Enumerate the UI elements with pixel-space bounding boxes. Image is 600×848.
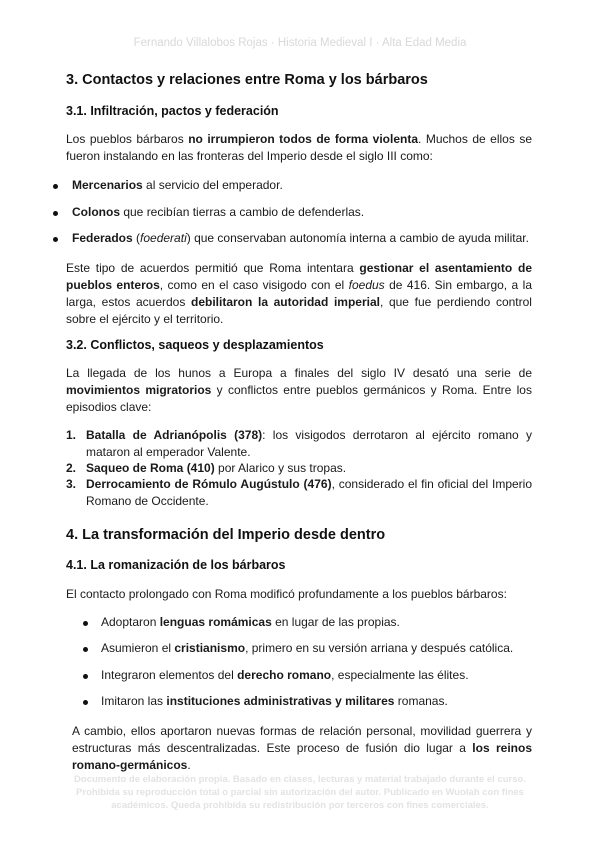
page-footer-watermark: Documento de elaboración propia. Basado en clases, lecturas y material trabajado durante el curso. Prohibida su reproducción total o parcial sin autorización del autor. Publicado en Wuolah con fines académicos. Queda prohibida su redistribución por terceros con fines comerciales.: [74, 774, 526, 811]
numbered-item: Saqueo de Roma (410) por Alarico y sus tropas.: [86, 461, 347, 475]
paragraph-4-1-closing: A cambio, ellos aportaron nuevas formas de relación personal, movilidad guerrera y estructuras más descentralizadas. Este proceso de fusión dio lugar a los reinos romano-germánicos.: [72, 724, 532, 772]
numbered-item: Derrocamiento de Rómulo Augústulo (476), considerado el fin oficial del Imperio Romano de Occidente.: [86, 477, 532, 508]
paragraph-3-2-intro: La llegada de los hunos a Europa a finales del siglo IV desató una serie de movimientos migratorios y conflictos entre pueblos germánicos y Roma. Entre los episodios clave:: [66, 366, 532, 414]
section-3-2-title: 3.2. Conflictos, saqueos y desplazamientos: [66, 338, 324, 352]
list-number: 1.: [66, 428, 77, 442]
section-3-1-title: 3.1. Infiltración, pactos y federación: [66, 104, 279, 118]
section-4-1-title: 4.1. La romanización de los bárbaros: [66, 558, 286, 572]
section-3-title: 3. Contactos y relaciones entre Roma y los bárbaros: [66, 72, 428, 88]
bullet-dot: [53, 211, 58, 216]
bullet-dot: [53, 184, 58, 189]
list-item: Colonos que recibían tierras a cambio de defenderlas.: [72, 205, 365, 219]
paragraph-3-1-acuerdos: Este tipo de acuerdos permitió que Roma intentara gestionar el asentamiento de pueblos enteros, como en el caso visigodo con el foedus de 416. Sin embargo, a la larga, estos acuerdos debilitaron la autoridad imperial, que fue perdiendo control sobre el ejército y el territorio.: [66, 261, 533, 326]
list-item: Mercenarios al servicio del emperador.: [72, 178, 283, 192]
list-number: 2.: [66, 461, 77, 475]
list-item: Federados (foederati) que conservaban autonomía interna a cambio de ayuda militar.: [72, 231, 529, 245]
page-header: Fernando Villalobos Rojas · Historia Medieval I · Alta Edad Media: [133, 37, 467, 49]
list-item: Adoptaron lenguas romámicas en lugar de las propias.: [101, 615, 400, 629]
bullet-dot: [83, 674, 88, 679]
paragraph-3-1-intro: Los pueblos bárbaros no irrumpieron todos de forma violenta. Muchos de ellos se fueron instalando en las fronteras del Imperio desde el siglo III como:: [66, 132, 532, 163]
numbered-item: Batalla de Adrianópolis (378): los visigodos derrotaron al ejército romano y mataron al emperador Valente.: [86, 428, 532, 459]
list-item: Integraron elementos del derecho romano, especialmente las élites.: [101, 668, 469, 682]
bullet-dot: [83, 700, 88, 705]
section-4-title: 4. La transformación del Imperio desde dentro: [66, 527, 386, 543]
paragraph-4-1-intro: El contacto prolongado con Roma modificó profundamente a los pueblos bárbaros:: [66, 587, 507, 601]
bullet-dot: [83, 621, 88, 626]
list-number: 3.: [66, 477, 77, 491]
bullet-dot: [83, 647, 88, 652]
list-item: Imitaron las instituciones administrativas y militares romanas.: [101, 694, 448, 708]
list-item: Asumieron el cristianismo, primero en su versión arriana y después católica.: [101, 641, 514, 655]
bullet-dot: [53, 237, 58, 242]
